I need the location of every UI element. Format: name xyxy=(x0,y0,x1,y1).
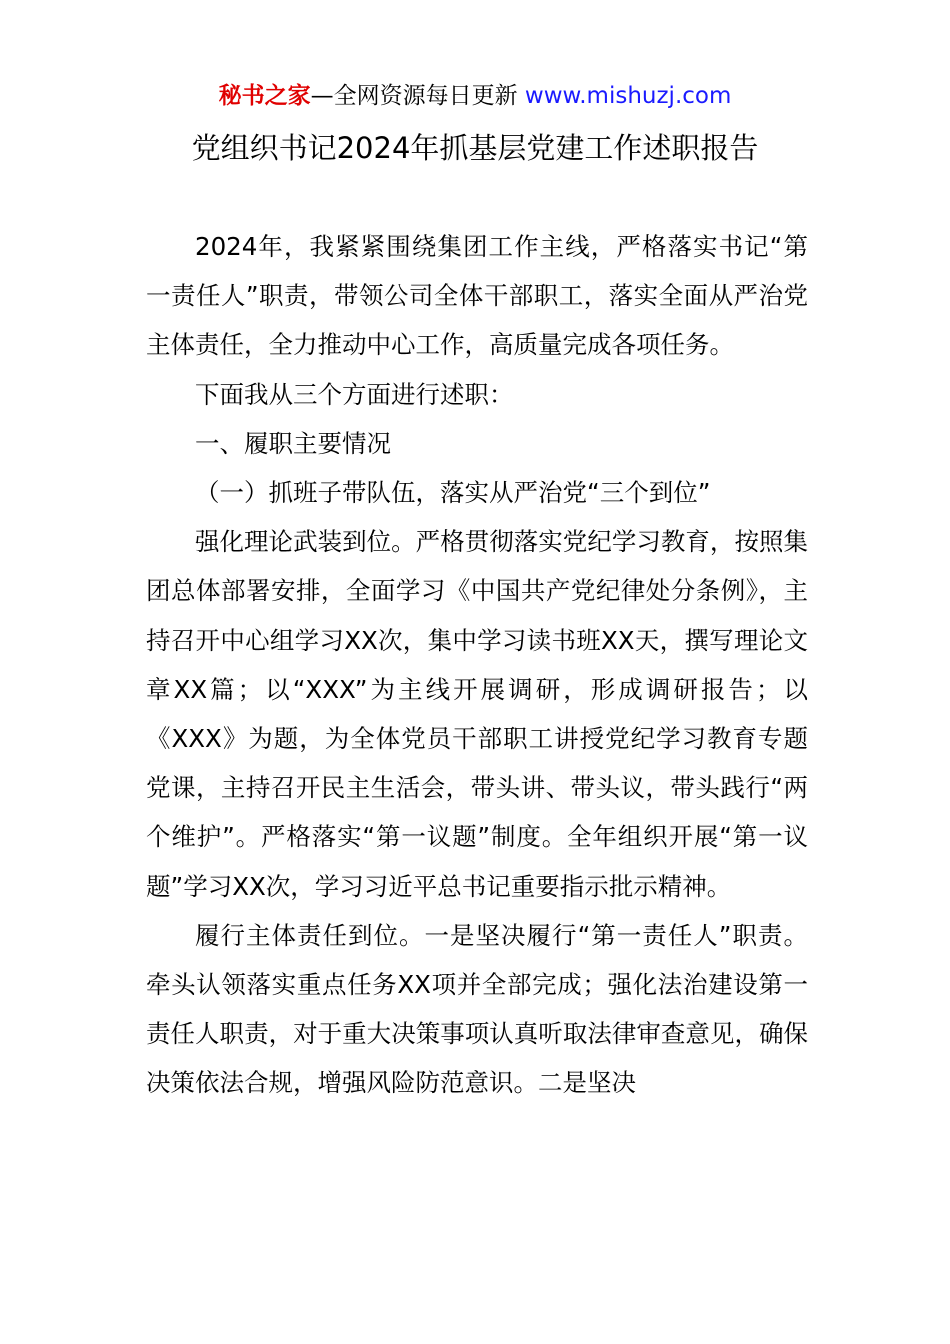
section-heading: 一、履职主要情况 xyxy=(195,428,391,458)
site-slogan: —全网资源每日更新 xyxy=(310,83,525,109)
document-body xyxy=(146,222,808,1108)
paragraph-theory: 强化理论武装到位。严格贯彻落实党纪学习教育，按照集团总体部署安排，全面学习《中国共产党纪律处分条例》，主持召开中心组学习XX次，集中学习读书班XX天，撰写理论文章XX篇；以“XXX”为主线开展调研，形成调研报告；以《XXX》为题，为全体党员干部职工讲授党纪学习教育专题党课，主持召开民主生活会，带头讲、带头议，带头践行“两个维护”。严格落实“第一议题”制度。全年组织开展“第一议题”学习XX次，学习习近平总书记重要指示批示精神。 xyxy=(146,527,808,901)
site-url-link[interactable]: www.mishuzj.com xyxy=(524,83,732,109)
document-title: 党组织书记2024年抓基层党建工作述职报告 xyxy=(191,131,759,165)
site-header xyxy=(0,80,950,112)
paragraph-responsibility: 履行主体责任到位。一是坚决履行“第一责任人”职责。牵头认领落实重点任务XX项并全部完成；强化法治建设第一责任人职责，对于重大决策事项认真听取法律审查意见，确保决策依法合规，增强风险防范意识。二是坚决 xyxy=(146,920,808,1098)
paragraph-intro: 2024年，我紧紧围绕集团工作主线，严格落实书记“第一责任人”职责，带领公司全体干部职工，落实全面从严治党主体责任，全力推动中心工作，高质量完成各项任务。 xyxy=(146,232,808,360)
site-brand: 秘书之家 xyxy=(218,83,311,109)
subsection-heading: （一）抓班子带队伍，落实从严治党“三个到位” xyxy=(195,478,711,508)
paragraph-outline: 下面我从三个方面进行述职： xyxy=(195,379,514,409)
